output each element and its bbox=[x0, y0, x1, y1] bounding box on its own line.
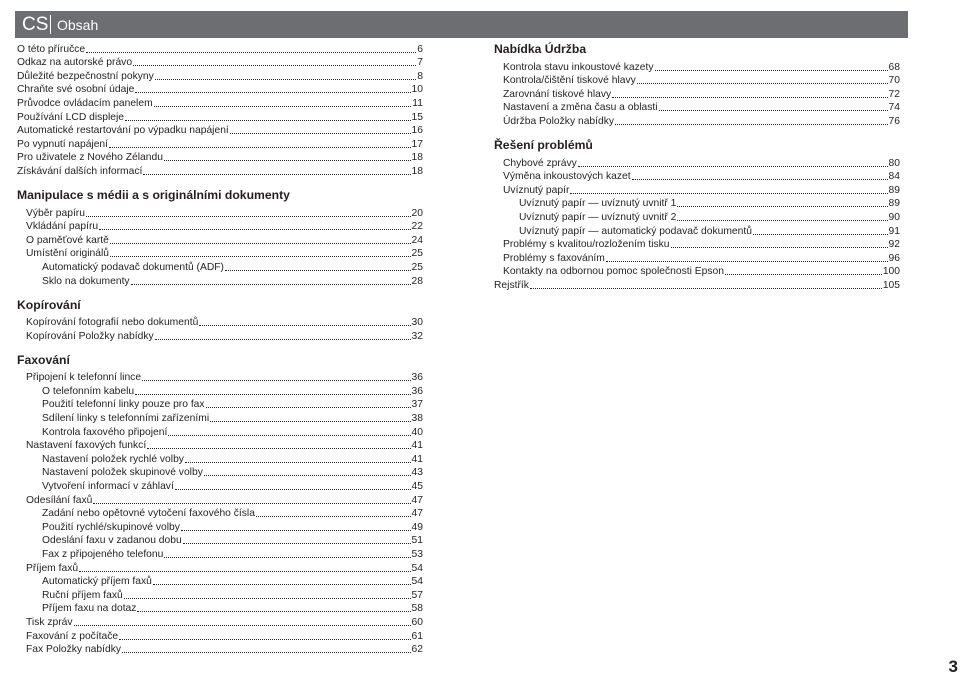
dot-leader bbox=[135, 394, 410, 395]
language-code: CS bbox=[22, 13, 49, 35]
toc-entry[interactable] bbox=[494, 210, 900, 224]
toc-entry-label: Odkaz na autorské právo bbox=[17, 57, 133, 69]
toc-entry-page: 96 bbox=[888, 252, 900, 264]
toc-entry-page: 92 bbox=[888, 239, 900, 251]
dot-leader bbox=[155, 79, 416, 80]
toc-entry[interactable] bbox=[494, 238, 900, 252]
toc-entry-label: Zarovnání tiskové hlavy bbox=[503, 88, 612, 100]
toc-entry-page: 41 bbox=[411, 453, 423, 465]
toc-entry-label: Nastavení položek rychlé volby bbox=[42, 453, 184, 465]
toc-left-column bbox=[17, 42, 423, 656]
dot-leader bbox=[530, 288, 882, 289]
toc-entry-page: 8 bbox=[417, 70, 423, 82]
dot-leader bbox=[210, 421, 410, 422]
toc-entry-label: Kontrola stavu inkoustové kazety bbox=[503, 61, 654, 73]
toc-entry[interactable] bbox=[17, 384, 423, 398]
page-title: Obsah bbox=[57, 16, 99, 33]
dot-leader bbox=[86, 216, 411, 217]
dot-leader bbox=[74, 625, 411, 626]
dot-leader bbox=[570, 193, 887, 194]
toc-entry-page: 89 bbox=[888, 198, 900, 210]
toc-entry-page: 25 bbox=[411, 261, 423, 273]
toc-entry-page: 62 bbox=[411, 644, 423, 656]
dot-leader bbox=[225, 270, 411, 271]
dot-leader bbox=[659, 110, 888, 111]
toc-entry-page: 100 bbox=[882, 266, 900, 278]
toc-entry-page: 54 bbox=[411, 562, 423, 574]
toc-entry-label: Fax Položky nabídky bbox=[26, 644, 122, 656]
section-heading: Faxování bbox=[17, 352, 70, 367]
toc-entry-label: Kontrola/čištění tiskové hlavy bbox=[503, 75, 636, 87]
toc-left-sections bbox=[17, 188, 423, 656]
dot-leader bbox=[164, 160, 411, 161]
toc-entry[interactable] bbox=[17, 466, 423, 480]
toc-entry-page: 54 bbox=[411, 576, 423, 588]
toc-entry[interactable] bbox=[494, 183, 900, 197]
dot-leader bbox=[124, 598, 411, 599]
toc-entry-label: Sklo na dokumenty bbox=[42, 275, 130, 287]
toc-entry[interactable] bbox=[494, 101, 900, 115]
dot-leader bbox=[137, 611, 410, 612]
dot-leader bbox=[133, 65, 416, 66]
toc-entry-label: Automatické restartování po výpadku napájení bbox=[17, 125, 229, 137]
dot-leader bbox=[110, 243, 411, 244]
toc-entry[interactable] bbox=[17, 398, 423, 412]
toc-entry-page: 74 bbox=[888, 102, 900, 114]
toc-entry-page: 89 bbox=[888, 184, 900, 196]
dot-leader bbox=[155, 339, 411, 340]
toc-entry[interactable] bbox=[17, 371, 423, 385]
toc-entry-page: 36 bbox=[411, 372, 423, 384]
section-heading: Manipulace s médii a s originálními dokumenty bbox=[17, 187, 290, 202]
dot-leader bbox=[204, 475, 411, 476]
toc-entry-label: O paměťové kartě bbox=[26, 234, 109, 246]
section-heading: Kopírování bbox=[17, 297, 81, 312]
dot-leader bbox=[131, 284, 411, 285]
toc-entry-page: 45 bbox=[411, 481, 423, 493]
toc-entry[interactable] bbox=[494, 224, 900, 238]
toc-entry-label: Průvodce ovládacím panelem bbox=[17, 97, 153, 109]
toc-entry-label: Výměna inkoustových kazet bbox=[503, 171, 631, 183]
toc-entry-page: 49 bbox=[411, 521, 423, 533]
toc-entry-page: 57 bbox=[411, 589, 423, 601]
header-bar bbox=[15, 11, 908, 38]
toc-entry-label: O telefonním kabelu bbox=[42, 385, 135, 397]
toc-entry-page: 20 bbox=[411, 207, 423, 219]
dot-leader bbox=[135, 92, 410, 93]
toc-entry-page: 18 bbox=[411, 152, 423, 164]
section-heading: Nabídka Údržba bbox=[494, 42, 587, 56]
toc-entry-label: Odesílání faxů bbox=[26, 494, 93, 506]
toc-entry[interactable] bbox=[17, 260, 423, 274]
toc-entry-page: 37 bbox=[411, 399, 423, 411]
toc-entry[interactable] bbox=[17, 247, 423, 261]
toc-entry-label: Tisk zpráv bbox=[26, 616, 73, 628]
toc-entry-page: 38 bbox=[411, 413, 423, 425]
dot-leader bbox=[612, 97, 887, 98]
toc-entry-page: 90 bbox=[888, 211, 900, 223]
toc-entry-label: Získávání dalších informací bbox=[17, 165, 143, 177]
toc-entry-label: Uvíznutý papír — automatický podavač dokumentů bbox=[519, 225, 752, 237]
toc-entry-label: Kopírování Položky nabídky bbox=[26, 330, 154, 342]
dot-leader bbox=[230, 133, 411, 134]
toc-entry-page: 91 bbox=[888, 225, 900, 237]
toc-entry-label: Údržba Položky nabídky bbox=[503, 115, 615, 127]
toc-entry-label: Sdílení linky s telefonními zařízeními bbox=[42, 413, 210, 425]
toc-entry-label: Použití rychlé/skupinové volby bbox=[42, 521, 180, 533]
dot-leader bbox=[175, 489, 411, 490]
toc-entry-label: Nastavení a změna času a oblasti bbox=[503, 102, 658, 114]
dot-leader bbox=[578, 166, 888, 167]
toc-entry-label: Připojení k telefonní lince bbox=[26, 372, 142, 384]
toc-entry-page: 47 bbox=[411, 508, 423, 520]
header-divider bbox=[50, 15, 51, 34]
toc-entry-label: Kontakty na odbornou pomoc společnosti Epson bbox=[503, 266, 724, 278]
dot-leader bbox=[181, 530, 411, 531]
toc-entry[interactable] bbox=[17, 164, 423, 178]
toc-entry-page: 25 bbox=[411, 248, 423, 260]
toc-entry[interactable] bbox=[17, 575, 423, 589]
toc-entry[interactable] bbox=[494, 197, 900, 211]
dot-leader bbox=[147, 448, 410, 449]
dot-leader bbox=[110, 256, 411, 257]
toc-entry[interactable] bbox=[494, 114, 900, 128]
toc-entry-page: 105 bbox=[882, 279, 900, 291]
toc-entry[interactable] bbox=[17, 493, 423, 507]
toc-entry[interactable] bbox=[17, 69, 423, 83]
dot-leader bbox=[79, 571, 410, 572]
dot-leader bbox=[185, 462, 411, 463]
toc-entry[interactable] bbox=[17, 316, 423, 330]
toc-entry-page: 60 bbox=[411, 616, 423, 628]
toc-entry[interactable] bbox=[17, 588, 423, 602]
dot-leader bbox=[677, 220, 887, 221]
toc-entry-label: Po vypnutí napájení bbox=[17, 138, 109, 150]
dot-leader bbox=[119, 639, 410, 640]
toc-entry-page: 58 bbox=[411, 603, 423, 615]
toc-entry[interactable] bbox=[494, 87, 900, 101]
toc-entry-label: Příjem faxů bbox=[26, 562, 79, 574]
toc-entry[interactable] bbox=[17, 411, 423, 425]
dot-leader bbox=[199, 325, 410, 326]
toc-entry[interactable] bbox=[17, 425, 423, 439]
toc-entry-page: 16 bbox=[411, 125, 423, 137]
toc-entry-label: Odeslání faxu v zadanou dobu bbox=[42, 535, 182, 547]
toc-entry-label: Automatický příjem faxů bbox=[42, 576, 152, 588]
toc-entry-page: 22 bbox=[411, 221, 423, 233]
toc-entry-label: Nastavení položek skupinové volby bbox=[42, 467, 203, 479]
toc-entry-label: Umístění originálů bbox=[26, 248, 109, 260]
toc-entry-label: Ruční příjem faxů bbox=[42, 589, 123, 601]
toc-entry[interactable] bbox=[17, 124, 423, 138]
toc-entry-label: Faxování z počítače bbox=[26, 630, 119, 642]
toc-entry[interactable] bbox=[17, 643, 423, 657]
dot-leader bbox=[109, 147, 411, 148]
toc-intro-list bbox=[17, 42, 423, 178]
dot-leader bbox=[153, 584, 411, 585]
toc-entry-page: 76 bbox=[888, 115, 900, 127]
toc-entry-label: Uvíznutý papír bbox=[503, 184, 570, 196]
dot-leader bbox=[183, 543, 411, 544]
toc-entry-page: 36 bbox=[411, 385, 423, 397]
toc-entry[interactable] bbox=[17, 220, 423, 234]
toc-entry-label: Chraňte své osobní údaje bbox=[17, 84, 135, 96]
toc-entry[interactable] bbox=[17, 561, 423, 575]
section-heading: Řešení problémů bbox=[494, 137, 593, 152]
dot-leader bbox=[168, 435, 410, 436]
toc-entry-page: 18 bbox=[411, 165, 423, 177]
toc-entry[interactable] bbox=[17, 534, 423, 548]
toc-entry[interactable] bbox=[17, 507, 423, 521]
toc-entry-page: 43 bbox=[411, 467, 423, 479]
dot-leader bbox=[143, 174, 410, 175]
toc-entry-label: Použití telefonní linky pouze pro fax bbox=[42, 399, 205, 411]
dot-leader bbox=[671, 247, 888, 248]
toc-entry[interactable] bbox=[17, 329, 423, 343]
toc-entry[interactable] bbox=[17, 452, 423, 466]
dot-leader bbox=[655, 70, 888, 71]
toc-entry-page: 80 bbox=[888, 157, 900, 169]
toc-entry-label: Fax z připojeného telefonu bbox=[42, 549, 164, 560]
toc-entry[interactable] bbox=[17, 83, 423, 97]
toc-entry-label: O této příručce bbox=[17, 43, 86, 55]
toc-entry-page: 30 bbox=[411, 317, 423, 329]
toc-entry-page: 28 bbox=[411, 275, 423, 287]
toc-entry[interactable] bbox=[17, 42, 423, 56]
toc-entry[interactable] bbox=[17, 206, 423, 220]
dot-leader bbox=[677, 206, 887, 207]
dot-leader bbox=[86, 52, 416, 53]
toc-entry-page: 11 bbox=[412, 97, 423, 109]
toc-entry[interactable] bbox=[17, 110, 423, 124]
dot-leader bbox=[93, 503, 410, 504]
toc-entry-label: Výběr papíru bbox=[26, 207, 85, 219]
toc-entry[interactable] bbox=[17, 56, 423, 70]
dot-leader bbox=[125, 120, 410, 121]
dot-leader bbox=[122, 652, 411, 653]
toc-entry-page: 53 bbox=[411, 549, 423, 560]
toc-entry[interactable] bbox=[17, 602, 423, 616]
toc-entry-page: 32 bbox=[411, 330, 423, 342]
dot-leader bbox=[753, 234, 888, 235]
toc-entry-label: Nastavení faxových funkcí bbox=[26, 440, 147, 452]
toc-entry-page: 40 bbox=[411, 426, 423, 438]
toc-entry[interactable] bbox=[494, 74, 900, 88]
toc-entry[interactable] bbox=[17, 137, 423, 151]
toc-entry-page: 51 bbox=[411, 535, 423, 547]
toc-entry[interactable] bbox=[494, 251, 900, 265]
toc-entry[interactable] bbox=[17, 615, 423, 629]
toc-entry-label: Problémy s faxováním bbox=[503, 252, 605, 264]
dot-leader bbox=[99, 229, 410, 230]
dot-leader bbox=[256, 516, 411, 517]
toc-entry-label: Rejstřík bbox=[494, 279, 529, 291]
dot-leader bbox=[154, 106, 412, 107]
toc-entry-page: 68 bbox=[888, 61, 900, 73]
toc-entry-label: Důležité bezpečnostní pokyny bbox=[17, 70, 154, 82]
toc-entry-page: 24 bbox=[411, 234, 423, 246]
toc-entry-label: Kopírování fotografií nebo dokumentů bbox=[26, 317, 199, 329]
toc-entry[interactable] bbox=[494, 60, 900, 74]
toc-entry[interactable] bbox=[17, 96, 423, 110]
toc-entry[interactable] bbox=[494, 156, 900, 170]
dot-leader bbox=[632, 179, 888, 180]
toc-entry-label: Zadání nebo opětovné vytočení faxového čísla bbox=[42, 508, 255, 520]
toc-entry-page: 61 bbox=[411, 630, 423, 642]
toc-entry-label: Vkládání papíru bbox=[26, 221, 99, 233]
toc-entry[interactable] bbox=[494, 278, 900, 292]
dot-leader bbox=[725, 274, 882, 275]
toc-entry-label: Vytvoření informací v záhlaví bbox=[42, 481, 174, 493]
toc-entry-page: 41 bbox=[411, 440, 423, 452]
toc-entry-label: Automatický podavač dokumentů (ADF) bbox=[42, 261, 224, 273]
toc-entry-page: 84 bbox=[888, 171, 900, 183]
toc-right-column bbox=[494, 42, 900, 292]
toc-entry[interactable] bbox=[17, 547, 423, 561]
toc-entry-label: Chybové zprávy bbox=[503, 157, 577, 169]
toc-entry[interactable] bbox=[17, 274, 423, 288]
page-number: 3 bbox=[948, 657, 958, 676]
toc-entry[interactable] bbox=[17, 151, 423, 165]
toc-entry-label: Pro uživatele z Nového Zélandu bbox=[17, 152, 163, 164]
toc-entry-label: Používání LCD displeje bbox=[17, 111, 125, 123]
dot-leader bbox=[637, 83, 888, 84]
dot-leader bbox=[615, 124, 887, 125]
toc-entry[interactable] bbox=[17, 233, 423, 247]
dot-leader bbox=[142, 380, 410, 381]
toc-entry-page: 47 bbox=[411, 494, 423, 506]
toc-entry-label: Příjem faxu na dotaz bbox=[42, 603, 137, 615]
dot-leader bbox=[164, 557, 410, 558]
toc-entry-label: Problémy s kvalitou/rozložením tisku bbox=[503, 239, 670, 251]
toc-entry-page: 17 bbox=[411, 138, 423, 150]
toc-entry-label: Uvíznutý papír — uvíznutý uvnitř 1 bbox=[519, 198, 677, 210]
toc-entry-page: 15 bbox=[411, 111, 423, 123]
toc-entry[interactable] bbox=[494, 170, 900, 184]
toc-entry-label: Kontrola faxového připojení bbox=[42, 426, 168, 438]
toc-index-list bbox=[494, 278, 900, 292]
toc-entry-page: 7 bbox=[417, 57, 423, 69]
toc-entry-page: 10 bbox=[411, 84, 423, 96]
toc-entry[interactable] bbox=[17, 520, 423, 534]
toc-entry[interactable] bbox=[17, 439, 423, 453]
toc-entry-page: 70 bbox=[888, 75, 900, 87]
dot-leader bbox=[206, 407, 411, 408]
toc-entry[interactable] bbox=[17, 479, 423, 493]
toc-entry[interactable] bbox=[494, 265, 900, 279]
toc-right-sections bbox=[494, 42, 900, 278]
toc-entry[interactable] bbox=[17, 629, 423, 643]
toc-entry-page: 72 bbox=[888, 88, 900, 100]
dot-leader bbox=[606, 261, 888, 262]
toc-entry-label: Uvíznutý papír — uvíznutý uvnitř 2 bbox=[519, 211, 677, 223]
toc-entry-page: 6 bbox=[417, 43, 423, 55]
